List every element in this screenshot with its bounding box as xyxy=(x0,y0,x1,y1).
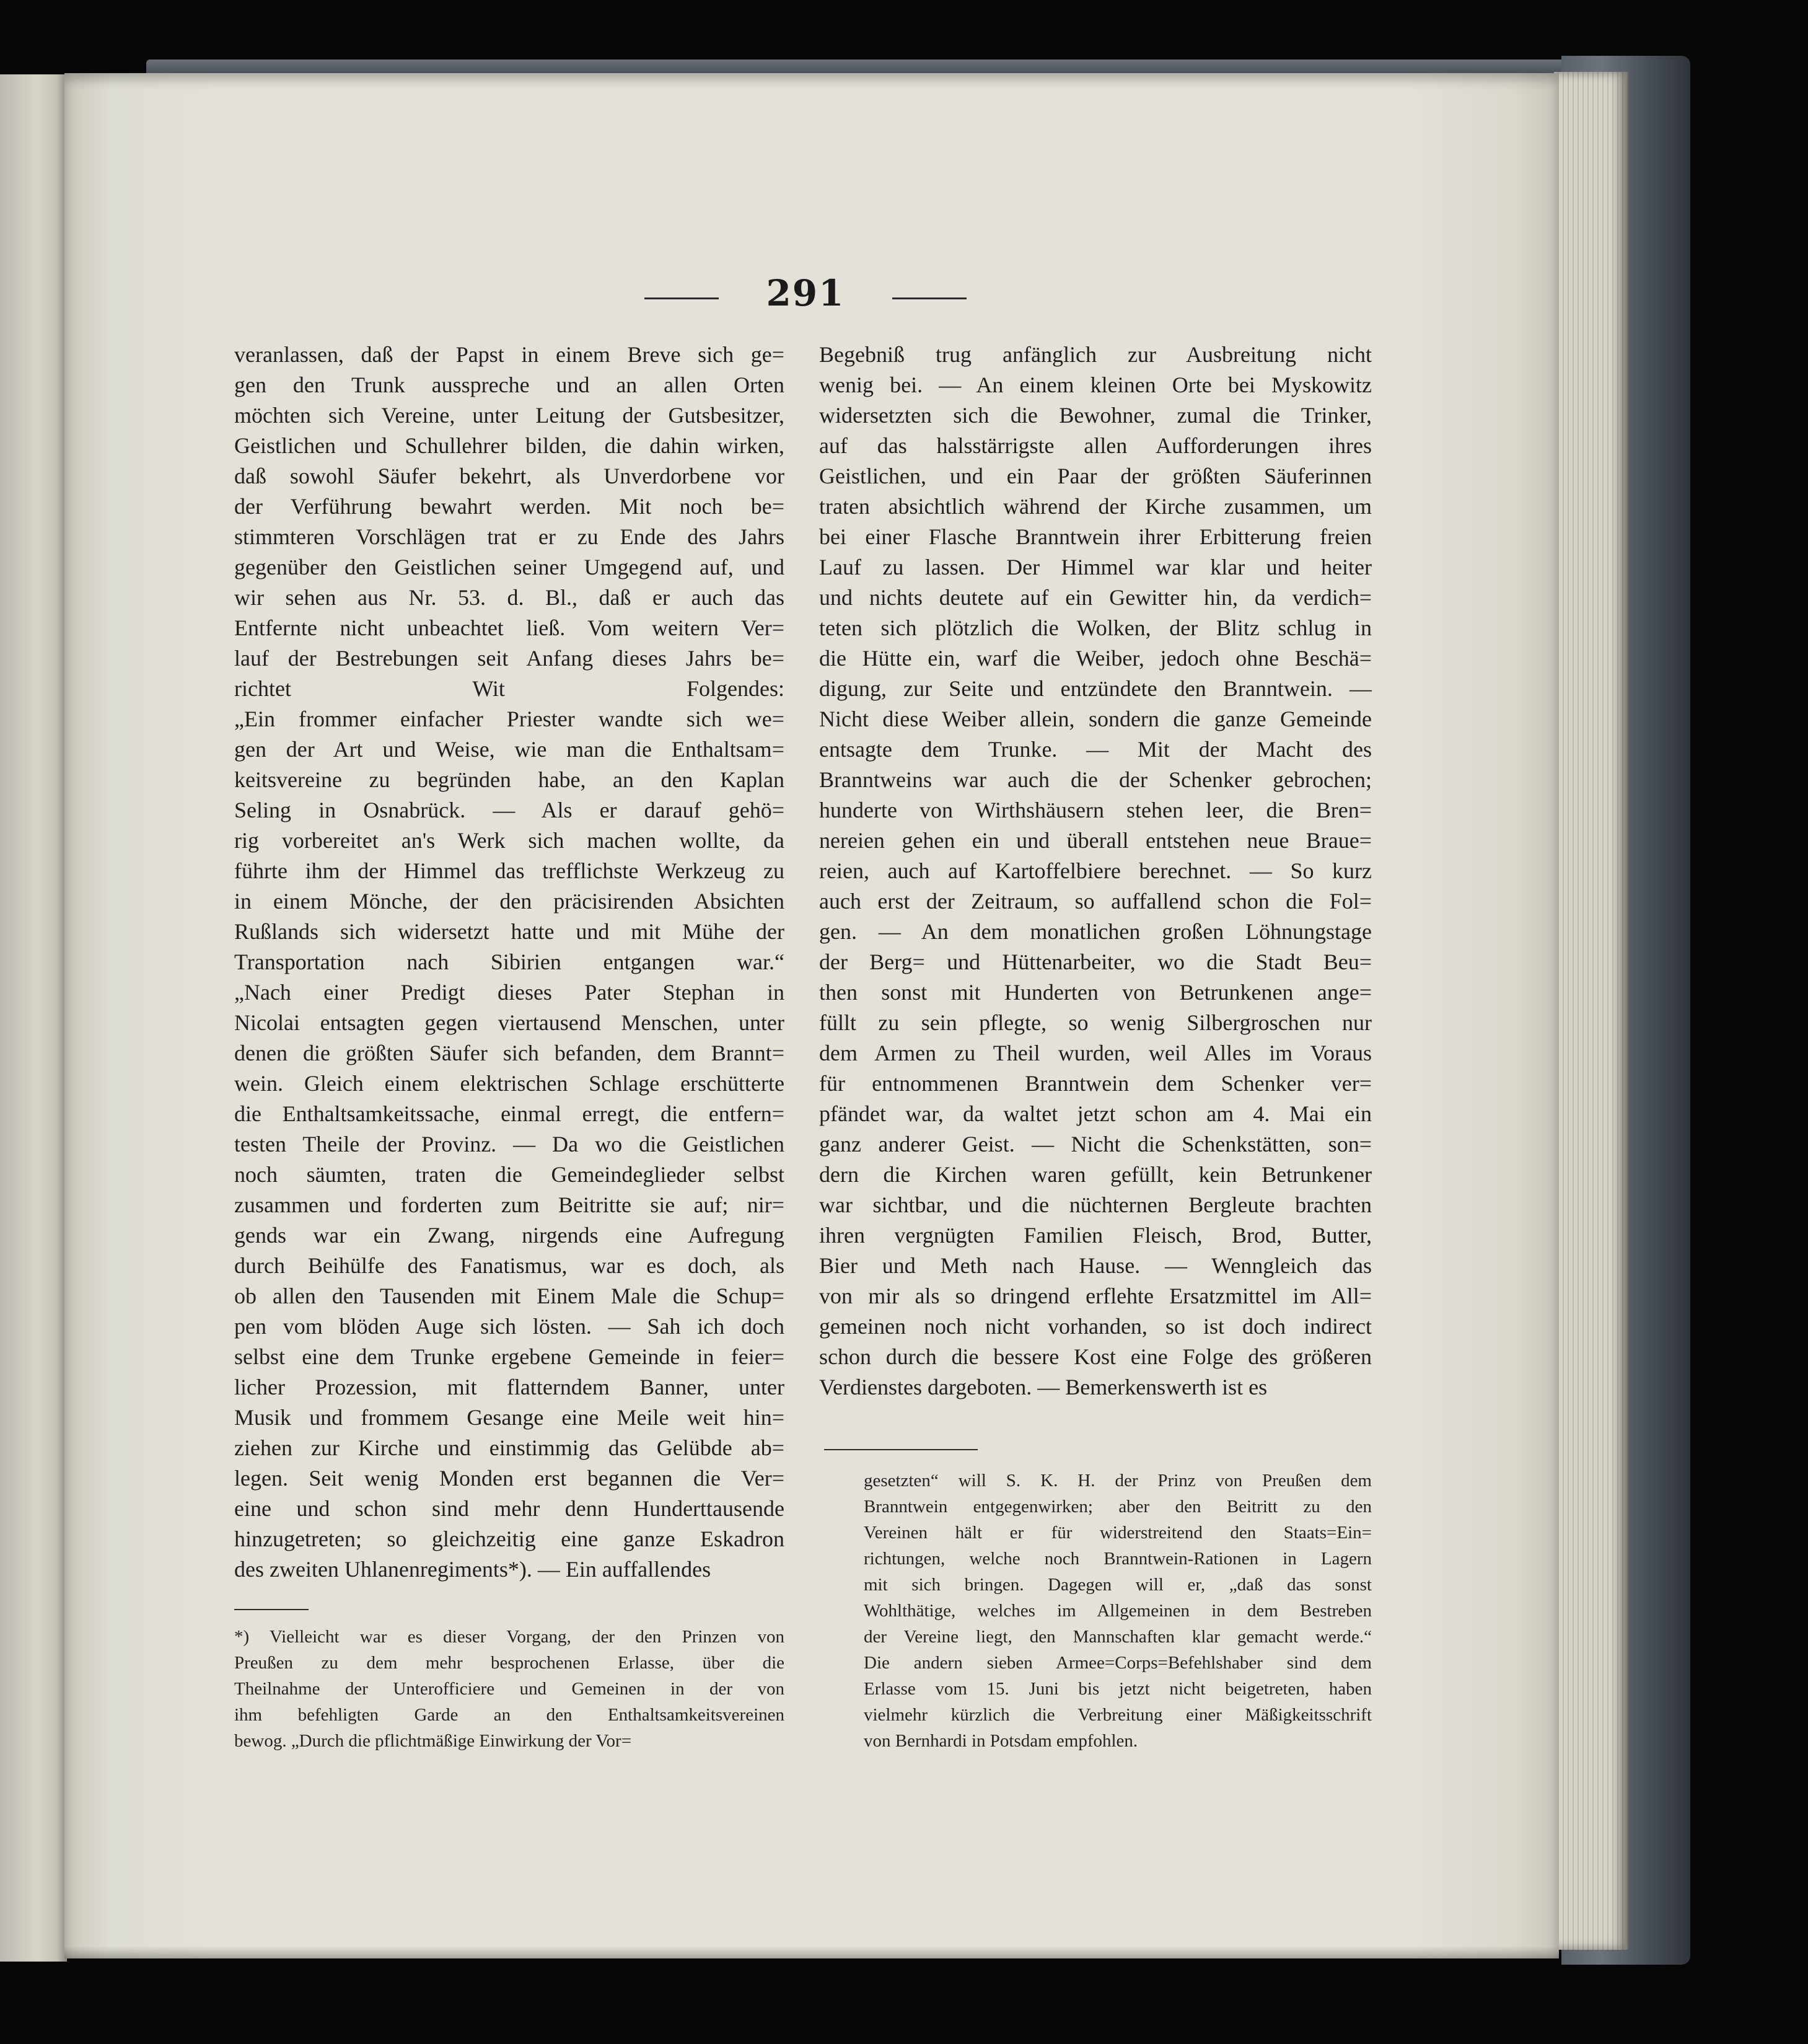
text-line: des zweiten Uhlanenregiments*). — Ein auffallendes xyxy=(234,1557,711,1582)
text-line: und nichts deutete auf ein Gewitter hin, da verdich= xyxy=(819,585,1372,610)
text-line: Begebniß trug anfänglich zur Ausbreitung nicht xyxy=(819,342,1372,367)
text-line: richtet Wit Folgendes: xyxy=(234,676,784,701)
text-line: lauf der Bestrebungen seit Anfang dieses Jahrs be= xyxy=(234,646,784,671)
text-line: „Ein frommer einfacher Priester wandte sich we= xyxy=(234,707,784,731)
text-line: wenig bei. — An einem kleinen Orte bei Myskowitz xyxy=(819,372,1372,397)
text-line: führte ihm der Himmel das trefflichste Werkzeug zu xyxy=(234,858,784,883)
text-column-right xyxy=(819,340,1372,1403)
text-line: schon durch die bessere Kost eine Folge des größeren xyxy=(819,1344,1372,1369)
text-line: wein. Gleich einem elektrischen Schlage erschütterte xyxy=(234,1071,784,1096)
text-line: in einem Mönche, der den präcisirenden Absichten xyxy=(234,889,784,914)
text-line: Die andern sieben Armee=Corps=Befehlshaber sind dem xyxy=(864,1653,1372,1673)
text-line: Vereinen hält er für widerstreitend den Staats=Ein= xyxy=(864,1523,1372,1543)
page-header xyxy=(644,267,967,322)
text-line: Preußen zu dem mehr besprochenen Erlasse, über die xyxy=(234,1653,784,1673)
text-line: denen die größten Säufer sich befanden, dem Brannt= xyxy=(234,1041,784,1065)
text-line: eine und schon sind mehr denn Hunderttausende xyxy=(234,1496,784,1521)
text-line: gen. — An dem monatlichen großen Löhnungstage xyxy=(819,919,1372,944)
text-line: nereien gehen ein und überall entstehen neue Braue= xyxy=(819,828,1372,853)
text-line: durch Beihülfe des Fanatismus, war es doch, als xyxy=(234,1253,784,1278)
text-line: gesetzten“ will S. K. H. der Prinz von Preußen dem xyxy=(864,1471,1372,1491)
text-line: bewog. „Durch die pflichtmäßige Einwirkung der Vor= xyxy=(234,1731,632,1751)
text-line: daß sowohl Säufer bekehrt, als Unverdorbene vor xyxy=(234,464,784,488)
text-line: die Enthaltsamkeitssache, einmal erregt, die entfern= xyxy=(234,1101,784,1126)
text-line: Nicht diese Weiber allein, sondern die ganze Gemeinde xyxy=(819,707,1372,731)
text-line: widersetzten sich die Bewohner, zumal die Trinker, xyxy=(819,403,1372,428)
text-line: ziehen zur Kirche und einstimmig das Gelübde ab= xyxy=(234,1435,784,1460)
text-line: gen der Art und Weise, wie man die Enthaltsam= xyxy=(234,737,784,762)
text-line: stimmteren Vorschlägen trat er zu Ende des Jahrs xyxy=(234,524,784,549)
text-line: reien, auch auf Kartoffelbiere berechnet. — So kurz xyxy=(819,858,1372,883)
text-line: Musik und frommem Gesange eine Meile weit hin= xyxy=(234,1405,784,1430)
text-line: ihm befehligten Garde an den Enthaltsamkeitsvereinen xyxy=(234,1705,784,1725)
text-line: der Verführung bewahrt werden. Mit noch be= xyxy=(234,494,784,519)
text-line: gemeinen noch nicht vorhanden, so ist doch indirect xyxy=(819,1314,1372,1339)
text-line: dem Armen zu Theil wurden, weil Alles im Voraus xyxy=(819,1041,1372,1065)
text-line: von Bernhardi in Potsdam empfohlen. xyxy=(864,1731,1138,1751)
text-line: Nicolai entsagten gegen viertausend Menschen, unter xyxy=(234,1010,784,1035)
text-line: Bier und Meth nach Hause. — Wenngleich das xyxy=(819,1253,1372,1278)
footnote-left xyxy=(234,1624,784,1754)
header-rule-right xyxy=(892,297,967,299)
text-line: gegenüber den Geistlichen seiner Umgegend auf, und xyxy=(234,555,784,579)
text-line: licher Prozession, mit flatterndem Banner, unter xyxy=(234,1375,784,1399)
text-line: richtungen, welche noch Branntwein-Rationen in Lagern xyxy=(864,1549,1372,1569)
text-line: hunderte von Wirthshäusern stehen leer, die Bren= xyxy=(819,798,1372,822)
text-line: noch säumten, traten die Gemeindeglieder selbst xyxy=(234,1162,784,1187)
page-number: 291 xyxy=(766,272,845,314)
text-line: mit sich bringen. Dagegen will er, „daß das sonst xyxy=(864,1575,1372,1595)
text-line: hinzugetreten; so gleichzeitig eine ganze Eskadron xyxy=(234,1526,784,1551)
text-line: digung, zur Seite und entzündete den Branntwein. — xyxy=(819,676,1372,701)
text-line: selbst eine dem Trunke ergebene Gemeinde in feier= xyxy=(234,1344,784,1369)
text-line: teten sich plötzlich die Wolken, der Blitz schlug in xyxy=(819,615,1372,640)
footnote-rule-left xyxy=(234,1609,309,1610)
text-line: entsagte dem Trunke. — Mit der Macht des xyxy=(819,737,1372,762)
text-line: rig vorbereitet an's Werk sich machen wollte, da xyxy=(234,828,784,853)
page-edges xyxy=(1554,72,1628,1950)
text-line: auf das halsstärrigste allen Aufforderungen ihres xyxy=(819,433,1372,458)
text-line: pfändet war, da waltet jetzt schon am 4. Mai ein xyxy=(819,1101,1372,1126)
text-line: Transportation nach Sibirien entgangen war.“ xyxy=(234,949,784,974)
text-line: von mir als so dringend erflehte Ersatzmittel im All= xyxy=(819,1284,1372,1308)
text-line: ganz anderer Geist. — Nicht die Schenkstätten, son= xyxy=(819,1132,1372,1156)
text-line: Verdienstes dargeboten. — Bemerkenswerth ist es xyxy=(819,1375,1268,1399)
text-line: Seling in Osnabrück. — Als er darauf gehö= xyxy=(234,798,784,822)
text-line: Branntweins war auch die der Schenker gebrochen; xyxy=(819,767,1372,792)
text-line: die Hütte ein, warf die Weiber, jedoch ohne Beschä= xyxy=(819,646,1372,671)
text-line: wir sehen aus Nr. 53. d. Bl., daß er auch das xyxy=(234,585,784,610)
text-line: war sichtbar, und die nüchternen Bergleute brachten xyxy=(819,1192,1372,1217)
text-line: ob allen den Tausenden mit Einem Male die Schup= xyxy=(234,1284,784,1308)
text-line: legen. Seit wenig Monden erst begannen die Ver= xyxy=(234,1466,784,1491)
text-line: Theilnahme der Unterofficiere und Gemeinen in der von xyxy=(234,1679,784,1699)
text-line: *) Vielleicht war es dieser Vorgang, der den Prinzen von xyxy=(234,1627,784,1647)
text-line: keitsvereine zu begründen habe, an den Kaplan xyxy=(234,767,784,792)
text-line: auch erst der Zeitraum, so auffallend schon die Fol= xyxy=(819,889,1372,914)
text-line: für entnommenen Branntwein dem Schenker ver= xyxy=(819,1071,1372,1096)
text-line: traten absichtlich während der Kirche zusammen, um xyxy=(819,494,1372,519)
footnote-right xyxy=(864,1468,1372,1754)
text-line: testen Theile der Provinz. — Da wo die Geistlichen xyxy=(234,1132,784,1156)
left-page-edge xyxy=(0,74,67,1962)
text-line: veranlassen, daß der Papst in einem Breve sich ge= xyxy=(234,342,784,367)
text-line: pen vom blöden Auge sich lösten. — Sah ich doch xyxy=(234,1314,784,1339)
text-line: bei einer Flasche Branntwein ihrer Erbitterung freien xyxy=(819,524,1372,549)
text-line: dern die Kirchen waren gefüllt, kein Betrunkener xyxy=(819,1162,1372,1187)
text-line: gen den Trunk ausspreche und an allen Orten xyxy=(234,372,784,397)
footnote-rule-right xyxy=(824,1449,978,1450)
text-line: Branntwein entgegenwirken; aber den Beitritt zu den xyxy=(864,1497,1372,1517)
page-shadow xyxy=(64,1946,1559,1958)
text-line: then sonst mit Hunderten von Betrunkenen ange= xyxy=(819,980,1372,1005)
text-line: Erlasse vom 15. Juni bis jetzt nicht beigetreten, haben xyxy=(864,1679,1372,1699)
text-line: Lauf zu lassen. Der Himmel war klar und heiter xyxy=(819,555,1372,579)
text-line: Geistlichen und Schullehrer bilden, die dahin wirken, xyxy=(234,433,784,458)
text-line: „Nach einer Predigt dieses Pater Stephan in xyxy=(234,980,784,1005)
text-line: möchten sich Vereine, unter Leitung der Gutsbesitzer, xyxy=(234,403,784,428)
text-column-left xyxy=(234,340,784,1585)
text-line: der Berg= und Hüttenarbeiter, wo die Stadt Beu= xyxy=(819,949,1372,974)
text-line: Wohlthätige, welches im Allgemeinen in dem Bestreben xyxy=(864,1601,1372,1621)
text-line: der Vereine liegt, den Mannschaften klar gemacht werde.“ xyxy=(864,1627,1372,1647)
text-line: Geistlichen, und ein Paar der größten Säuferinnen xyxy=(819,464,1372,488)
text-line: Rußlands sich widersetzt hatte und mit Mühe der xyxy=(234,919,784,944)
text-line: Entfernte nicht unbeachtet ließ. Vom weitern Ver= xyxy=(234,615,784,640)
text-line: ihren vergnügten Familien Fleisch, Brod, Butter, xyxy=(819,1223,1372,1248)
text-line: füllt zu sein pflegte, so wenig Silbergroschen nur xyxy=(819,1010,1372,1035)
text-line: vielmehr kürzlich die Verbreitung einer Mäßigkeitsschrift xyxy=(864,1705,1372,1725)
text-line: gends war ein Zwang, nirgends eine Aufregung xyxy=(234,1223,784,1248)
text-line: zusammen und forderten zum Beitritte sie auf; nir= xyxy=(234,1192,784,1217)
